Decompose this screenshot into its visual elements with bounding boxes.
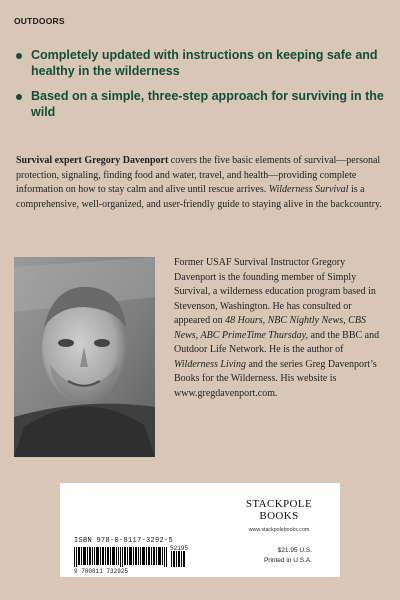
feature-bullet bbox=[16, 48, 386, 79]
summary-part1: covers the five basic elements of survival—personal protection, signaling, finding food and water, travel, and health—providing complete information on how to stay calm and alive until rescue arrives. bbox=[16, 155, 381, 195]
bio-part2: and the BBC and Outdoor Life Network. He is the author of bbox=[174, 329, 380, 355]
author-photo bbox=[14, 257, 155, 457]
bio-shows: 48 Hours, NBC Nightly News, CBS News, ABC PrimeTime Thursday, bbox=[174, 315, 366, 341]
bio-part1: Former USAF Survival Instructor Gregory Davenport is the founding member of Simply Survival, a wilderness education program based in Stevenson, Washington. He has consulted or appeared on bbox=[174, 257, 376, 326]
publisher-name bbox=[234, 498, 324, 522]
feature-bullet-text: Completely updated with instructions on keeping safe and healthy in the wilderness bbox=[31, 48, 378, 78]
barcode-panel bbox=[60, 483, 340, 577]
publisher-url: www.stackpolebooks.com bbox=[248, 527, 310, 533]
barcode-number: 9 780811 732925 bbox=[74, 568, 129, 575]
price: $21.95 U.S. bbox=[277, 547, 312, 554]
bullet-dot-icon bbox=[16, 53, 22, 59]
feature-bullets bbox=[16, 48, 386, 130]
summary-lead: Survival expert Gregory Davenport bbox=[16, 155, 169, 166]
summary-part2: is a comprehensive, well-organized, and user-friendly guide to staying alive in the backcountry. bbox=[16, 184, 382, 210]
feature-bullet-text: Based on a simple, three-step approach for surviving in the wild bbox=[31, 89, 384, 119]
isbn-label: ISBN 978-0-8117-3292-5 bbox=[74, 537, 174, 545]
author-bio bbox=[174, 256, 386, 401]
bullet-dot-icon bbox=[16, 94, 22, 100]
author-portrait-icon bbox=[14, 257, 155, 457]
book-summary bbox=[16, 154, 384, 212]
publisher-line2: BOOKS bbox=[259, 510, 299, 522]
bio-part3: and the series Greg Davenport’s Books for the Wilderness. His website is www.gregdavenport.com. bbox=[174, 358, 377, 399]
bio-book-title: Wilderness Living bbox=[174, 358, 246, 370]
summary-book-title: Wilderness Survival bbox=[268, 184, 349, 195]
publisher-line1: STACKPOLE bbox=[245, 498, 313, 510]
feature-bullet bbox=[16, 89, 386, 120]
category-label: OUTDOORS bbox=[14, 16, 65, 26]
printed-in: Printed in U.S.A. bbox=[263, 557, 312, 564]
barcode-addon: 52195 bbox=[170, 545, 189, 552]
